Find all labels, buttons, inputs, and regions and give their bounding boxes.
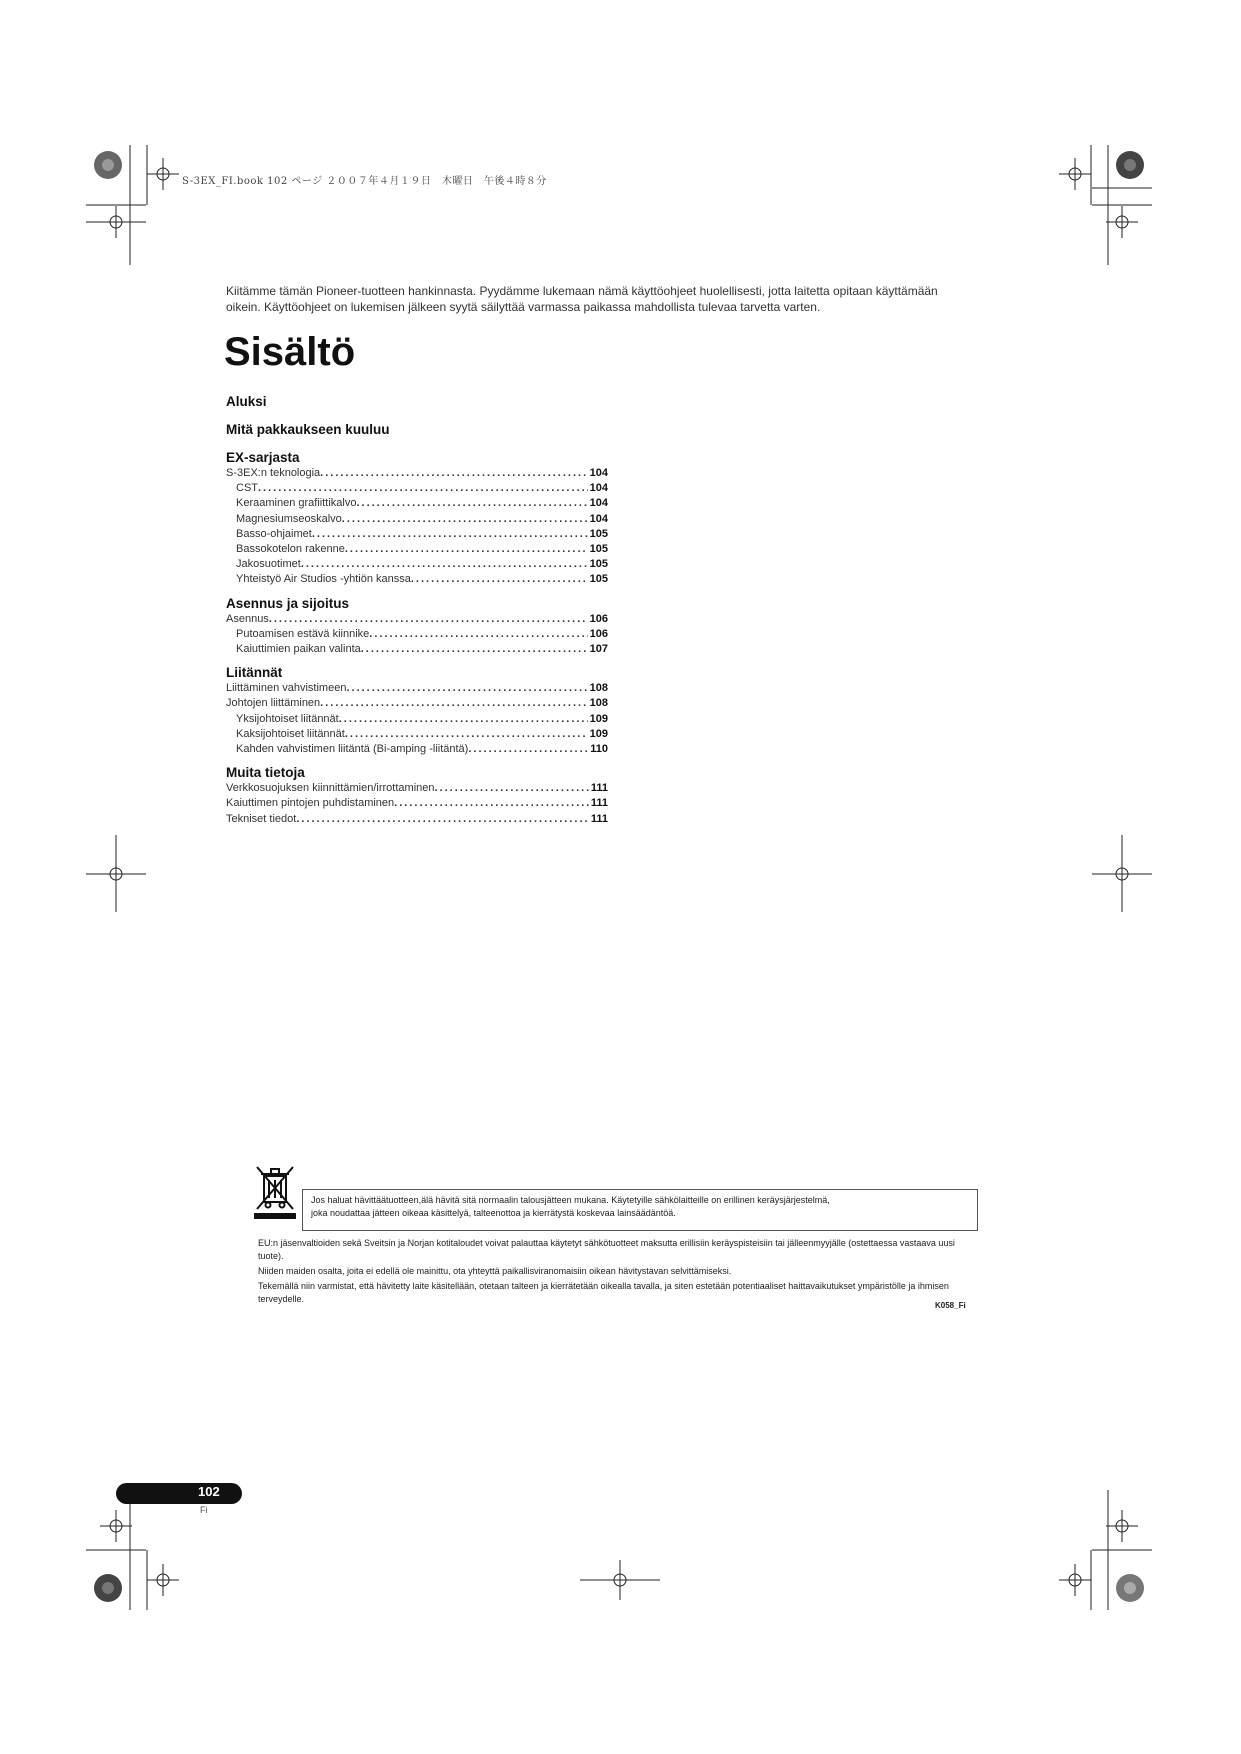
toc-entry-page: 104 bbox=[589, 497, 608, 510]
toc-entry-page: 106 bbox=[589, 612, 608, 625]
notice-paragraph: Tekemällä niin varmistat, että hävitetty laite käsitellään, otetaan talteen ja kierrätetään oikealla tavalla, ja siten estetään potentiaaliset haittavaikutukset ympäristölle ja ihmisen terveydelle. bbox=[258, 1281, 949, 1304]
notice-paragraph: EU:n jäsenvaltioiden sekä Sveitsin ja Norjan kotitaloudet voivat palauttaa käytetyt sähkötuotteet maksutta erillisiin keräyspisteisiin tai jälleenmyyjälle (ostettaessa vastaava uusi tuote). bbox=[258, 1238, 955, 1261]
toc-entry bbox=[226, 481, 608, 496]
toc-section-heading: Liitännät bbox=[226, 665, 283, 681]
toc-entry-page: 105 bbox=[589, 527, 608, 540]
toc-entry bbox=[226, 557, 608, 572]
toc-entry bbox=[226, 681, 608, 696]
notice-paragraph: Niiden maiden osalta, joita ei edellä ole mainittu, ota yhteyttä paikallisviranomaisiin oikean hävitystavan selvittämiseksi. bbox=[258, 1266, 732, 1276]
toc-entry bbox=[226, 796, 608, 811]
leader-dots bbox=[394, 796, 589, 811]
toc-entry-label: Kaiuttimien paikan valinta bbox=[236, 643, 361, 656]
notice-code: K058_Fi bbox=[935, 1301, 966, 1310]
toc-entry-page: 108 bbox=[589, 697, 608, 710]
leader-dots bbox=[345, 727, 588, 742]
toc-section-heading: Asennus ja sijoitus bbox=[226, 595, 350, 611]
intro-line-1: Kiitämme tämän Pioneer-tuotteen hankinnasta. Pyydämme lukemaan nämä käyttöohjeet huolellisesti, jotta laitetta opitaan käyttämään bbox=[226, 284, 938, 298]
leader-dots bbox=[411, 572, 588, 587]
toc-entry bbox=[226, 727, 608, 742]
toc-entry-page: 106 bbox=[589, 627, 608, 640]
toc-section-heading: Muita tietoja bbox=[226, 765, 305, 781]
toc-entry bbox=[226, 512, 608, 527]
toc-entry-label: Yhteistyö Air Studios -yhtiön kanssa bbox=[236, 573, 411, 586]
toc-entry bbox=[226, 696, 608, 711]
intro-line-2: oikein. Käyttöohjeet on lukemisen jälkeen syytä säilyttää varmassa paikassa mahdollista tulevaa tarvetta varten. bbox=[226, 300, 821, 314]
toc-entry bbox=[226, 781, 608, 796]
leader-dots bbox=[301, 557, 588, 572]
toc-entry-label: Bassokotelon rakenne bbox=[236, 543, 345, 556]
disposal-notice-text bbox=[258, 1237, 978, 1308]
toc-entry-label: Kahden vahvistimen liitäntä (Bi-amping -liitäntä) bbox=[236, 743, 469, 756]
leader-dots bbox=[320, 466, 587, 481]
toc-entry-page: 107 bbox=[589, 643, 608, 656]
toc-entry-page: 105 bbox=[589, 558, 608, 571]
toc-entry-label: Yksijohtoiset liitännät bbox=[236, 712, 339, 725]
toc-section-muita-tietoja bbox=[226, 765, 608, 827]
leader-dots bbox=[320, 696, 587, 711]
toc-entry bbox=[226, 496, 608, 511]
toc-entry-page: 104 bbox=[589, 482, 608, 495]
toc-entry bbox=[226, 466, 608, 481]
toc-entry bbox=[226, 542, 608, 557]
toc-section-heading: EX-sarjasta bbox=[226, 450, 300, 465]
toc-entry bbox=[226, 612, 608, 627]
toc-entry-label: CST bbox=[236, 482, 258, 495]
toc-entry-label: Keraaminen grafiittikalvo bbox=[236, 497, 357, 510]
disposal-notice-box bbox=[302, 1189, 978, 1231]
leader-dots bbox=[346, 681, 587, 696]
toc-entry-page: 109 bbox=[589, 712, 608, 725]
page-title: Sisältö bbox=[224, 330, 356, 374]
toc-entry-page: 111 bbox=[590, 812, 608, 825]
toc-entry-label: Putoamisen estävä kiinnike bbox=[236, 627, 370, 640]
toc-entry-page: 104 bbox=[589, 512, 608, 525]
table-of-contents bbox=[226, 394, 608, 827]
leader-dots bbox=[312, 527, 588, 542]
leader-dots bbox=[339, 712, 588, 727]
leader-dots bbox=[269, 612, 588, 627]
leader-dots bbox=[345, 542, 588, 557]
leader-dots bbox=[296, 812, 589, 827]
toc-entry-label: Kaiuttimen pintojen puhdistaminen bbox=[226, 797, 395, 810]
toc-entry-page: 109 bbox=[589, 727, 608, 740]
toc-entry-page: 108 bbox=[589, 682, 608, 695]
page-language: Fi bbox=[200, 1505, 208, 1515]
toc-entry-label: Kaksijohtoiset liitännät bbox=[236, 727, 345, 740]
notice-box-line-1: Jos haluat hävittäätuotteen,älä hävitä sitä normaalin talousjätteen mukana. Käytetyille sähkölaitteille on erillinen keräysjärjestelmä, bbox=[311, 1195, 830, 1205]
toc-entry-label: Johtojen liittäminen bbox=[226, 697, 321, 710]
toc-entry bbox=[226, 742, 608, 757]
toc-section-asennus bbox=[226, 596, 608, 658]
toc-entry-page: 104 bbox=[589, 467, 608, 479]
toc-entry bbox=[226, 527, 608, 542]
page-number: 102 bbox=[198, 1484, 220, 1499]
toc-heading-aluksi: Aluksi bbox=[226, 394, 267, 409]
toc-entry-label: S-3EX:n teknologia bbox=[226, 467, 321, 479]
toc-entry-page: 110 bbox=[590, 743, 608, 756]
toc-heading-pakkaus: Mitä pakkaukseen kuuluu bbox=[226, 422, 390, 437]
toc-entry-label: Jakosuotimet bbox=[236, 558, 301, 571]
toc-entry-label: Liittäminen vahvistimeen bbox=[226, 682, 347, 695]
toc-entry-label: Basso-ohjaimet bbox=[236, 527, 312, 540]
toc-entry-page: 105 bbox=[589, 573, 608, 586]
toc-entry-label: Tekniset tiedot bbox=[226, 812, 297, 825]
toc-entry-label: Magnesiumseoskalvo bbox=[236, 512, 342, 525]
toc-entry bbox=[226, 627, 608, 642]
leader-dots bbox=[468, 742, 588, 757]
leader-dots bbox=[361, 642, 588, 657]
toc-entry bbox=[226, 572, 608, 587]
weee-bin-icon bbox=[252, 1164, 298, 1220]
toc-entry bbox=[226, 812, 608, 827]
leader-dots bbox=[435, 781, 589, 796]
intro-text bbox=[226, 283, 1026, 315]
toc-entry-label: Asennus bbox=[226, 612, 269, 625]
toc-entry-page: 111 bbox=[590, 782, 608, 795]
toc-entry-page: 105 bbox=[589, 543, 608, 556]
toc-entry bbox=[226, 712, 608, 727]
toc-entry-label: Verkkosuojuksen kiinnittämien/irrottaminen bbox=[226, 782, 435, 795]
toc-section-liitannat bbox=[226, 665, 608, 757]
leader-dots bbox=[258, 481, 588, 496]
leader-dots bbox=[342, 512, 588, 527]
toc-section-ex-sarjasta bbox=[226, 450, 608, 588]
print-header: S-3EX_FI.book 102 ページ ２００７年４月１９日 木曜日 午後４時８分 bbox=[182, 176, 547, 187]
page-number-badge bbox=[116, 1483, 242, 1504]
leader-dots bbox=[356, 496, 587, 511]
leader-dots bbox=[369, 627, 587, 642]
toc-entry bbox=[226, 642, 608, 657]
toc-entry-page: 111 bbox=[590, 797, 608, 810]
notice-box-line-2: joka noudattaa jätteen oikeaa käsittelyä, talteenottoa ja kierrätystä koskevaa lainsäädäntöä. bbox=[311, 1208, 676, 1218]
